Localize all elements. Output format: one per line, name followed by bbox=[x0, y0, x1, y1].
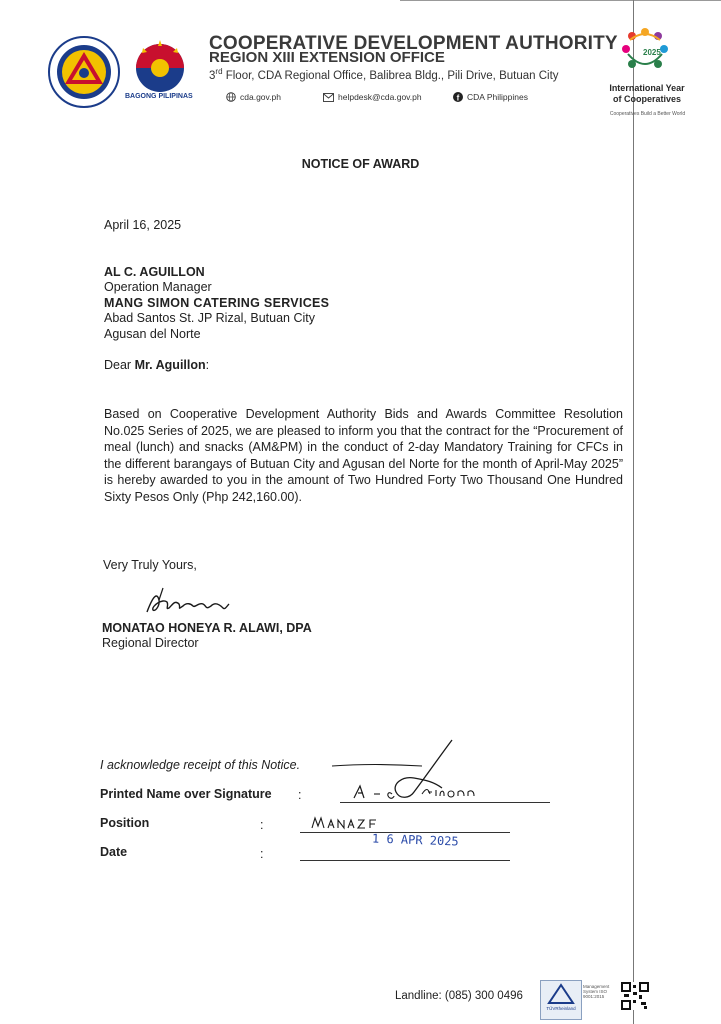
director-signature bbox=[143, 586, 233, 620]
office-address: 3rd Floor, CDA Regional Office, Balibrea Bldg., Pili Drive, Butuan City bbox=[209, 67, 559, 82]
iyc-year: 2025 bbox=[643, 48, 661, 57]
printed-name-label: Printed Name over Signature bbox=[100, 787, 272, 801]
date-label: Date bbox=[100, 845, 128, 859]
scan-edge-top bbox=[400, 0, 721, 1]
bagong-pilipinas-logo bbox=[129, 38, 191, 94]
date-colon: : bbox=[260, 847, 264, 861]
iso-cert-text: Management System ISO 9001:2015 bbox=[583, 984, 610, 999]
recipient-address-line1: Abad Santos St. JP Rizal, Butuan City bbox=[104, 311, 315, 325]
acknowledgement-statement: I acknowledge receipt of this Notice. bbox=[100, 758, 301, 772]
tuv-label: TÜVRheinland bbox=[546, 1006, 576, 1011]
globe-icon bbox=[226, 92, 236, 102]
document-title: NOTICE OF AWARD bbox=[301, 157, 420, 171]
award-body-paragraph: Based on Cooperative Development Authority Bids and Awards Committee Resolution No.025 Series of 2025, we are pleased to inform you that the contract for the “Procurement of meal (lunch) and snacks (AM&PM) in the conduct of 2-day Mandatory Training for CFCs in the different barangays of Butuan City and Agusan del Norte for the month of April-May 2025” is hereby awarded to you in the amount of Two Hundred Forty Two Thousand One Hundred Sixty Pesos Only (Php 242,160.00). bbox=[104, 407, 623, 504]
iyc-title-line2: of Cooperatives bbox=[612, 94, 681, 104]
signatory-title: Regional Director bbox=[102, 636, 199, 650]
scan-edge-line bbox=[633, 0, 634, 1024]
letter-date: April 16, 2025 bbox=[104, 218, 182, 232]
agency-name: COOPERATIVE DEVELOPMENT AUTHORITY bbox=[209, 33, 618, 54]
closing-line: Very Truly Yours, bbox=[103, 558, 197, 572]
position-label: Position bbox=[100, 816, 150, 830]
recipient-name: AL C. AGUILLON bbox=[104, 265, 205, 279]
position-colon: : bbox=[260, 818, 264, 832]
footer-landline: Landline: (085) 300 0496 bbox=[395, 990, 523, 1002]
tuv-certification-badge bbox=[540, 980, 582, 1020]
email-icon bbox=[323, 93, 334, 102]
office-name: REGION XIII EXTENSION OFFICE bbox=[209, 49, 445, 66]
svg-text:f: f bbox=[456, 93, 460, 102]
handwritten-position bbox=[310, 814, 380, 832]
printed-name-colon: : bbox=[298, 788, 302, 802]
cda-seal-logo bbox=[48, 36, 120, 108]
bagong-pilipinas-label: BAGONG PILIPINAS bbox=[125, 93, 193, 100]
facebook-contact: f CDA Philippines bbox=[453, 92, 528, 102]
email-contact: helpdesk@cda.gov.ph bbox=[323, 92, 422, 102]
qr-code bbox=[621, 982, 649, 1010]
recipient-company: MANG SIMON CATERING SERVICES bbox=[104, 296, 330, 310]
received-date-stamp: 1 6 APR 2025 bbox=[371, 831, 459, 849]
recipient-signature bbox=[330, 736, 490, 806]
facebook-icon bbox=[453, 92, 463, 102]
iyc-tagline: Cooperatives Build a Better World bbox=[609, 111, 686, 117]
signatory-name: MONATAO HONEYA R. ALAWI, DPA bbox=[102, 621, 312, 635]
date-line bbox=[300, 860, 510, 861]
iyc-title-line1: International Year bbox=[609, 83, 685, 93]
recipient-position: Operation Manager bbox=[104, 280, 212, 294]
website-contact: cda.gov.ph bbox=[226, 92, 281, 102]
recipient-address-line2: Agusan del Norte bbox=[104, 327, 201, 341]
salutation: Dear Mr. Aguillon: bbox=[104, 358, 210, 372]
